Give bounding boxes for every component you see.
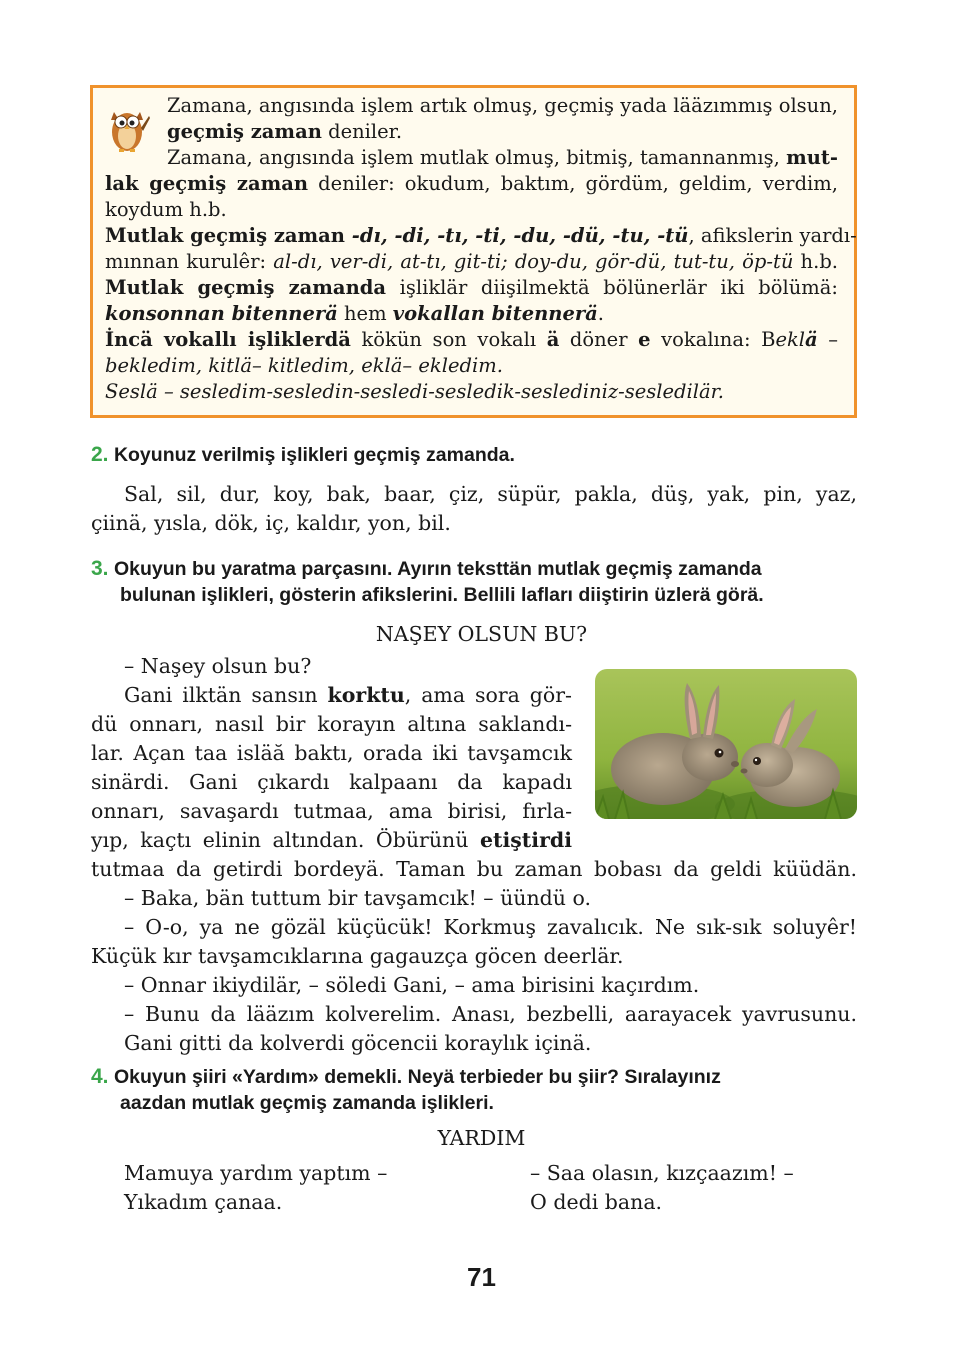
rule-line: bekledim, kitlä– kitledim, eklä– ekledim. <box>105 354 503 377</box>
poem-line: – Saa olasın, kızçaazım! – <box>530 1161 794 1185</box>
rabbits-photo <box>595 669 857 819</box>
rule-box <box>90 85 857 418</box>
paragraph-line: onnarı, savaşardı tutmaa, ama birisi, fırla- <box>91 799 572 823</box>
owl-icon <box>105 98 151 154</box>
page-number: 71 <box>467 1262 496 1292</box>
paragraph-line: – Baka, bän tuttum bir tavşamcık! – üündü o. <box>124 886 592 910</box>
rule-line: Seslä – sesledim-sesledin-sesledi-sesledik-seslediniz-sesledilär. <box>105 380 724 403</box>
paragraph-line: yıp, kaçtı elinin altından. Öbürünü etiştirdi <box>91 828 572 852</box>
paragraph-line: çiinä, yısla, dök, iç, kaldır, yon, bil. <box>91 511 451 535</box>
paragraph-line: – O-o, ya ne gözäl küçücük! Korkmuş zavalıcık. Ne sık-sık soluyêr! <box>124 915 857 939</box>
poem-line: Yıkadım çanaa. <box>124 1190 283 1214</box>
exercise-4-instruction: 4. Okuyun şiiri «Yardım» demekli. Neyä terbieder bu şiir? Sıralayınız <box>91 1065 721 1088</box>
paragraph-line: – Naşey olsun bu? <box>124 654 312 678</box>
paragraph-line: – Onnar ikiydilär, – söledi Gani, – ama birisini kaçırdım. <box>124 973 700 997</box>
paragraph-line: Sal, sil, dur, koy, bak, baar, çiz, süpür, pakla, düş, yak, pin, yaz, <box>124 482 857 506</box>
exercise-3-instruction: 3. Okuyun bu yaratma parçasını. Ayırın teksttän mutlak geçmiş zamanda <box>91 557 762 580</box>
exercise-number: 2. <box>91 443 109 466</box>
paragraph-line: tutmaa da getirdi bordeyä. Taman bu zaman bobası da geldi küüdän. <box>91 857 857 881</box>
rule-line: lak geçmiş zaman deniler: okudum, baktım, gördüm, geldim, verdim, <box>105 172 838 195</box>
paragraph-line: – Bunu da lääzım kolverelim. Anası, bezbelli, aarayacek yavrusunu. <box>124 1002 857 1026</box>
paragraph-line: lar. Açan taa isläă baktı, orada iki tavşamcık <box>91 741 572 765</box>
paragraph-line: Gani gitti da kolverdi göcencii koraylık içinä. <box>124 1031 592 1055</box>
exercise-number: 3. <box>91 557 109 580</box>
rule-line: geçmiş zaman deniler. <box>167 120 403 143</box>
poem-line: O dedi bana. <box>530 1190 663 1214</box>
exercise-number: 4. <box>91 1065 109 1088</box>
rule-line: koydum h.b. <box>105 198 227 221</box>
rule-line: Zamana, angısında işlem artık olmuş, geçmiş yada lääzımmış olsun, <box>167 94 838 117</box>
exercise-2-instruction: 2. Koyunuz verilmiş işlikleri geçmiş zamanda. <box>91 443 515 466</box>
exercise-4-instruction: aazdan mutlak geçmiş zamanda işlikleri. <box>120 1092 494 1114</box>
paragraph-line: dü onnarı, nasıl bir korayın altına saklandı- <box>91 712 572 736</box>
poem-title: YARDIM <box>437 1126 526 1150</box>
rule-line: Zamana, angısında işlem mutlak olmuş, bitmiş, tamannanmış, mut- <box>167 146 838 169</box>
rule-line: konsonnan bitennerä hem vokallan bitennerä. <box>105 302 604 325</box>
story-title: NAŞEY OLSUN BU? <box>375 622 588 646</box>
paragraph-line: Küçük kır tavşamcıklarına gagauzça göcen deerlär. <box>91 944 624 968</box>
paragraph-line: sinärdi. Gani çıkardı kalpaanı da kapadı <box>91 770 572 794</box>
rule-line: İncä vokallı işliklerdä kökün son vokalı ä döner e vokalına: Beklä – <box>105 328 839 351</box>
rule-line: Mutlak geçmiş zaman -dı, -di, -tı, -ti, -du, -dü, -tu, -tü, afikslerin yardı- <box>105 224 857 247</box>
rule-line: mınnan kurulêr: al-dı, ver-di, at-tı, git-ti; doy-du, gör-dü, tut-tu, öp-tü h.b. <box>105 250 838 273</box>
rule-line: Mutlak geçmiş zamanda işliklär diişilmektä bölünerlär iki bölümä: <box>105 276 838 299</box>
poem-line: Mamuya yardım yaptım – <box>124 1161 388 1185</box>
paragraph-line: Gani ilktän sansın korktu, ama sora gör- <box>124 683 572 707</box>
exercise-3-instruction: bulunan işlikleri, gösterin afikslerini. Bellili lafları diiştirin üzlerä görä. <box>120 584 764 606</box>
